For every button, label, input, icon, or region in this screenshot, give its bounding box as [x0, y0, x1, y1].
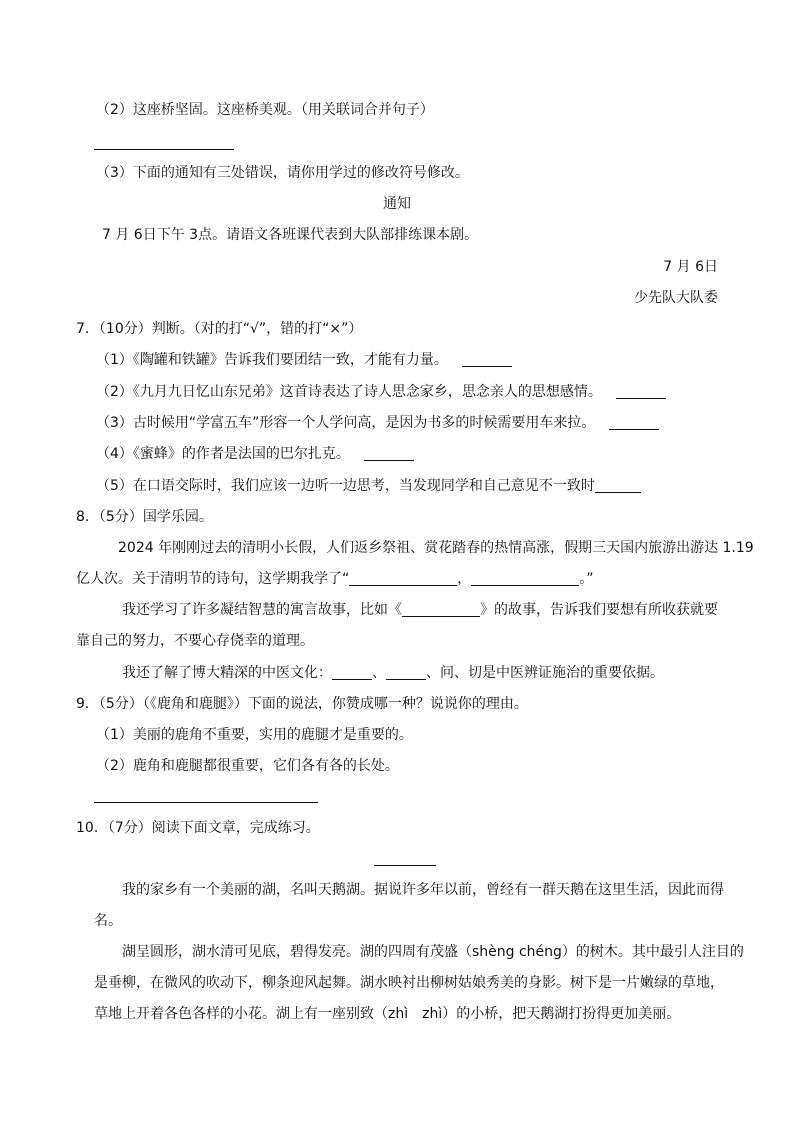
q8-poem-blank-2[interactable]	[471, 571, 579, 586]
q8-p3-text-c: 、问、切是中医辨证施治的重要依据。	[426, 665, 664, 681]
q6-sub2-answer-line[interactable]	[94, 149, 234, 150]
notice-date: 7 月 6日	[663, 259, 718, 275]
q7-item-3-blank[interactable]	[609, 415, 659, 430]
q8-p2-line2: 靠自己的努力，不要心存侥幸的道理。	[76, 633, 314, 649]
q7-item-2-text: （2）《九月九日忆山东兄弟》这首诗表达了诗人思念家乡，思念亲人的思想感情。	[96, 384, 602, 400]
q7-item-4-blank[interactable]	[364, 446, 414, 461]
q8-p1-line2-text-c: 。”	[579, 571, 594, 587]
q9-option-1: （1）美丽的鹿角不重要，实用的鹿腿才是重要的。	[96, 727, 413, 743]
q8-p3-text-a: 我还了解了博大精深的中医文化：	[122, 665, 332, 681]
q8-p2-line1-text-b: 》的故事，告诉我们要想有所收获就要	[480, 602, 718, 618]
q9-option-2: （2）鹿角和鹿腿都很重要，它们各有各的长处。	[96, 758, 399, 774]
q7-item-2-blank[interactable]	[616, 384, 666, 399]
q9-header: 9．（5分）（《鹿角和鹿腿》）下面的说法，你赞成哪一种？说说你的理由。	[76, 696, 528, 712]
q8-p3-text-b: 、	[372, 665, 386, 681]
q7-item-4-text: （4）《蜜蜂》的作者是法国的巴尔扎克。	[96, 446, 350, 462]
q8-tcm-blank-1[interactable]	[332, 665, 372, 680]
q7-item-3	[96, 413, 659, 433]
q7-item-5-text: （5）在口语交际时，我们应该一边听一边思考，当发现同学和自己意见不一致时	[96, 478, 595, 494]
q6-sub3-text: （3）下面的通知有三处错误，请你用学过的修改符号修改。	[96, 165, 469, 181]
q8-p2-line1-text-a: 我还学习了许多凝结智慧的寓言故事，比如《	[122, 602, 402, 618]
q8-p2-line1	[122, 600, 718, 620]
q8-p1-line2-text-b: ，	[457, 571, 472, 587]
q10-p2-line1: 湖呈圆形，湖水清可见底，碧得发亮。湖的四周有茂盛（shèng chéng）的树木。其中最引人注目的	[122, 944, 744, 960]
q10-title-blank[interactable]	[374, 865, 436, 866]
notice-title: 通知	[383, 196, 411, 212]
q10-p1-line2: 名。	[94, 913, 122, 929]
q8-tcm-blank-2[interactable]	[386, 665, 426, 680]
q7-header: 7．（10分）判断。（对的打“√”，错的打“×”）	[76, 321, 363, 337]
q7-item-5-blank[interactable]	[595, 478, 641, 493]
q7-item-2	[96, 382, 666, 402]
q8-poem-blank-1[interactable]	[349, 571, 457, 586]
q7-item-5	[96, 476, 641, 496]
q8-p1-line2-text-a: 亿人次。关于清明节的诗句，这学期我学了“	[76, 571, 350, 587]
q10-header: 10．（7分）阅读下面文章，完成练习。	[76, 820, 320, 836]
q6-sub2-text: （2）这座桥坚固。这座桥美观。（用关联词合并句子）	[96, 102, 434, 118]
notice-body: 7 月 6日下午 3点。请语文各班课代表到大队部排练课本剧。	[102, 227, 479, 243]
q8-p3	[122, 663, 664, 683]
q7-item-1-blank[interactable]	[462, 352, 512, 367]
q9-answer-line[interactable]	[94, 802, 318, 803]
q10-p2-line2: 是垂柳，在微风的吹动下，柳条迎风起舞。湖水映衬出柳树姑娘秀美的身影。树下是一片嫩绿的草地，	[94, 975, 724, 991]
q7-item-4	[96, 444, 414, 464]
q8-p1-line2	[76, 569, 594, 589]
q10-p1-line1: 我的家乡有一个美丽的湖，名叫天鹅湖。据说许多年以前，曾经有一群天鹅在这里生活，因此而得	[122, 882, 724, 898]
q7-item-3-text: （3）古时候用“学富五车”形容一个人学问高，是因为书多的时候需要用车来拉。	[96, 415, 596, 431]
q8-p1-line1: 2024 年刚刚过去的清明小长假，人们返乡祭祖、赏花踏春的热情高涨，假期三天国内旅游出游达 1.19	[118, 540, 754, 556]
q8-header: 8．（5分）国学乐园。	[76, 509, 213, 525]
q8-fable-blank[interactable]	[402, 602, 480, 617]
notice-signature: 少先队大队委	[634, 290, 718, 306]
q10-p2-line3: 草地上开着各色各样的小花。湖上有一座别致（zhì zhì）的小桥，把天鹅湖打扮得更加美丽。	[94, 1006, 681, 1022]
q7-item-1	[96, 350, 512, 370]
q7-item-1-text: （1）《陶罐和铁罐》告诉我们要团结一致，才能有力量。	[96, 352, 448, 368]
